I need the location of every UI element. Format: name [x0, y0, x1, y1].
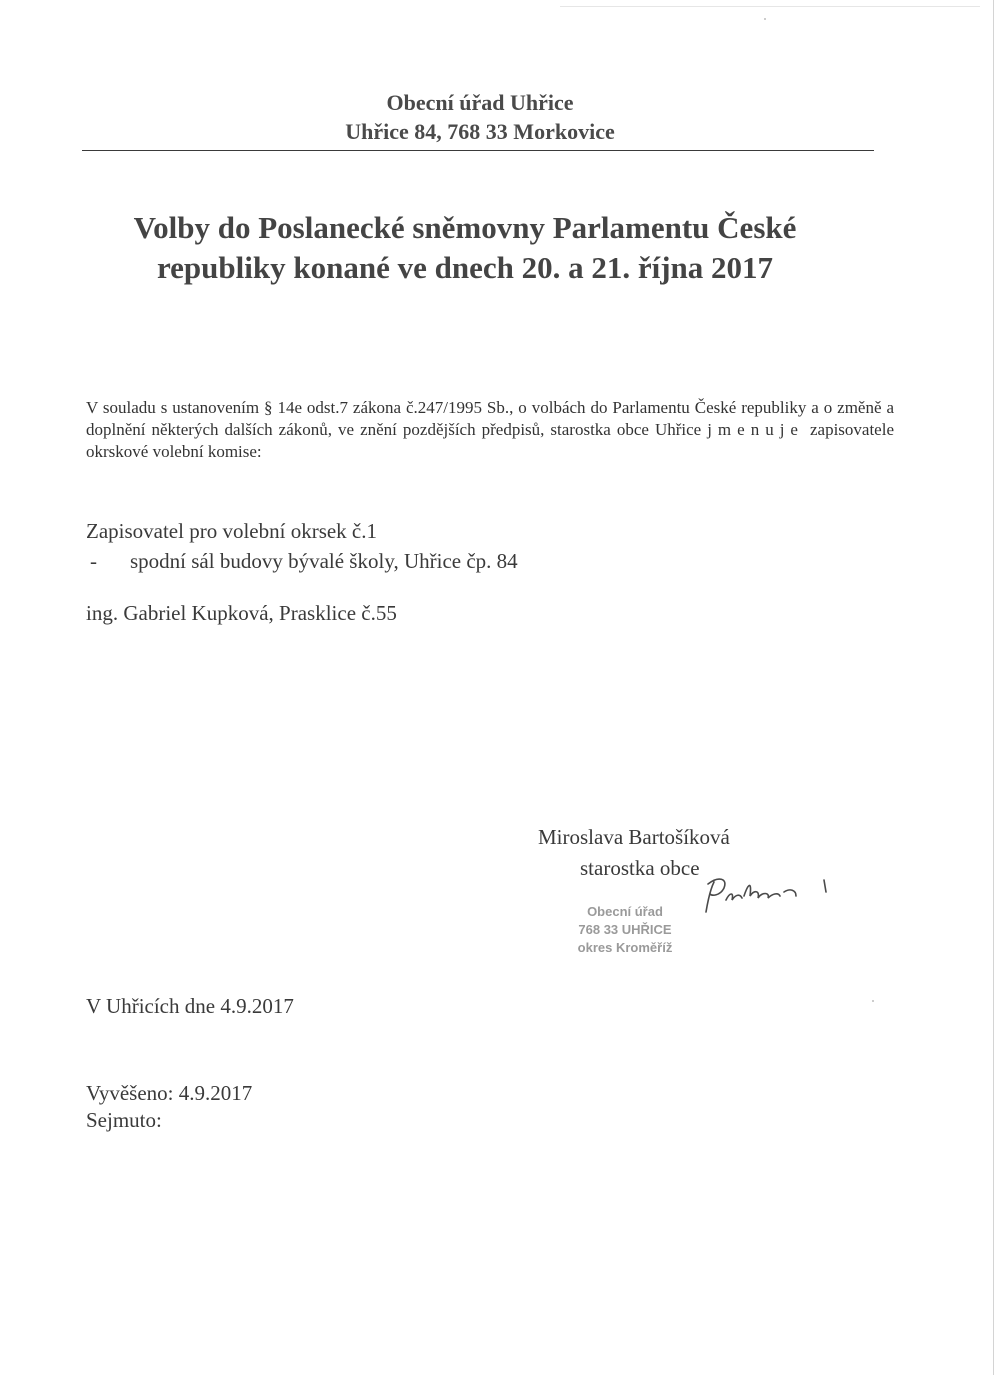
letterhead: [0, 88, 960, 146]
district-location: spodní sál budovy bývalé školy, Uhřice čp. 84: [130, 549, 518, 573]
removed-date: Sejmuto:: [86, 1108, 162, 1132]
signatory-role: starostka obce: [580, 856, 700, 880]
district-location-row: [86, 546, 786, 576]
page-edge: [993, 0, 994, 1375]
list-bullet: -: [90, 549, 97, 573]
scan-speck: [764, 18, 766, 20]
date-place: V Uhřicích dne 4.9.2017: [86, 994, 294, 1018]
header-divider: [82, 150, 874, 151]
stamp-line-3: okres Kroměříž: [577, 940, 673, 955]
scan-speck: [872, 1000, 874, 1002]
intro-text-after: zapisovatele okrskové volební komise:: [86, 420, 894, 461]
page-top-edge: [560, 6, 980, 7]
office-address: Uhřice 84, 768 33 Morkovice: [345, 119, 615, 144]
district-label: Zapisovatel pro volební okrsek č.1: [86, 519, 378, 543]
intro-paragraph: [86, 397, 894, 463]
document-title-line-1: Volby do Poslanecké sněmovny Parlamentu České: [133, 210, 797, 245]
office-stamp: [560, 903, 690, 957]
stamp-line-1: Obecní úřad: [587, 904, 663, 919]
document-title-line-2: republiky konané ve dnech 20. a 21. října 2017: [156, 250, 774, 285]
intro-emphasis: jmenuje: [707, 420, 804, 439]
clerk-name: ing. Gabriel Kupková, Prasklice č.55: [86, 601, 397, 625]
handwritten-signature: [700, 870, 840, 920]
posted-date: Vyvěšeno: 4.9.2017: [86, 1081, 253, 1105]
district-section: [86, 516, 786, 576]
posting-info: [86, 1080, 252, 1134]
stamp-line-2: 768 33 UHŘICE: [578, 922, 672, 937]
office-name: Obecní úřad Uhřice: [386, 90, 574, 115]
intro-text-before: V souladu s ustanovením § 14e odst.7 zákona č.247/1995 Sb., o volbách do Parlamentu České republiky a o změně a doplnění některých dalších zákonů, ve znění pozdějších předpisů, starostka obce Uhřice: [86, 398, 894, 439]
document-title: [0, 208, 930, 288]
signatory-name: Miroslava Bartošíková: [538, 825, 730, 849]
